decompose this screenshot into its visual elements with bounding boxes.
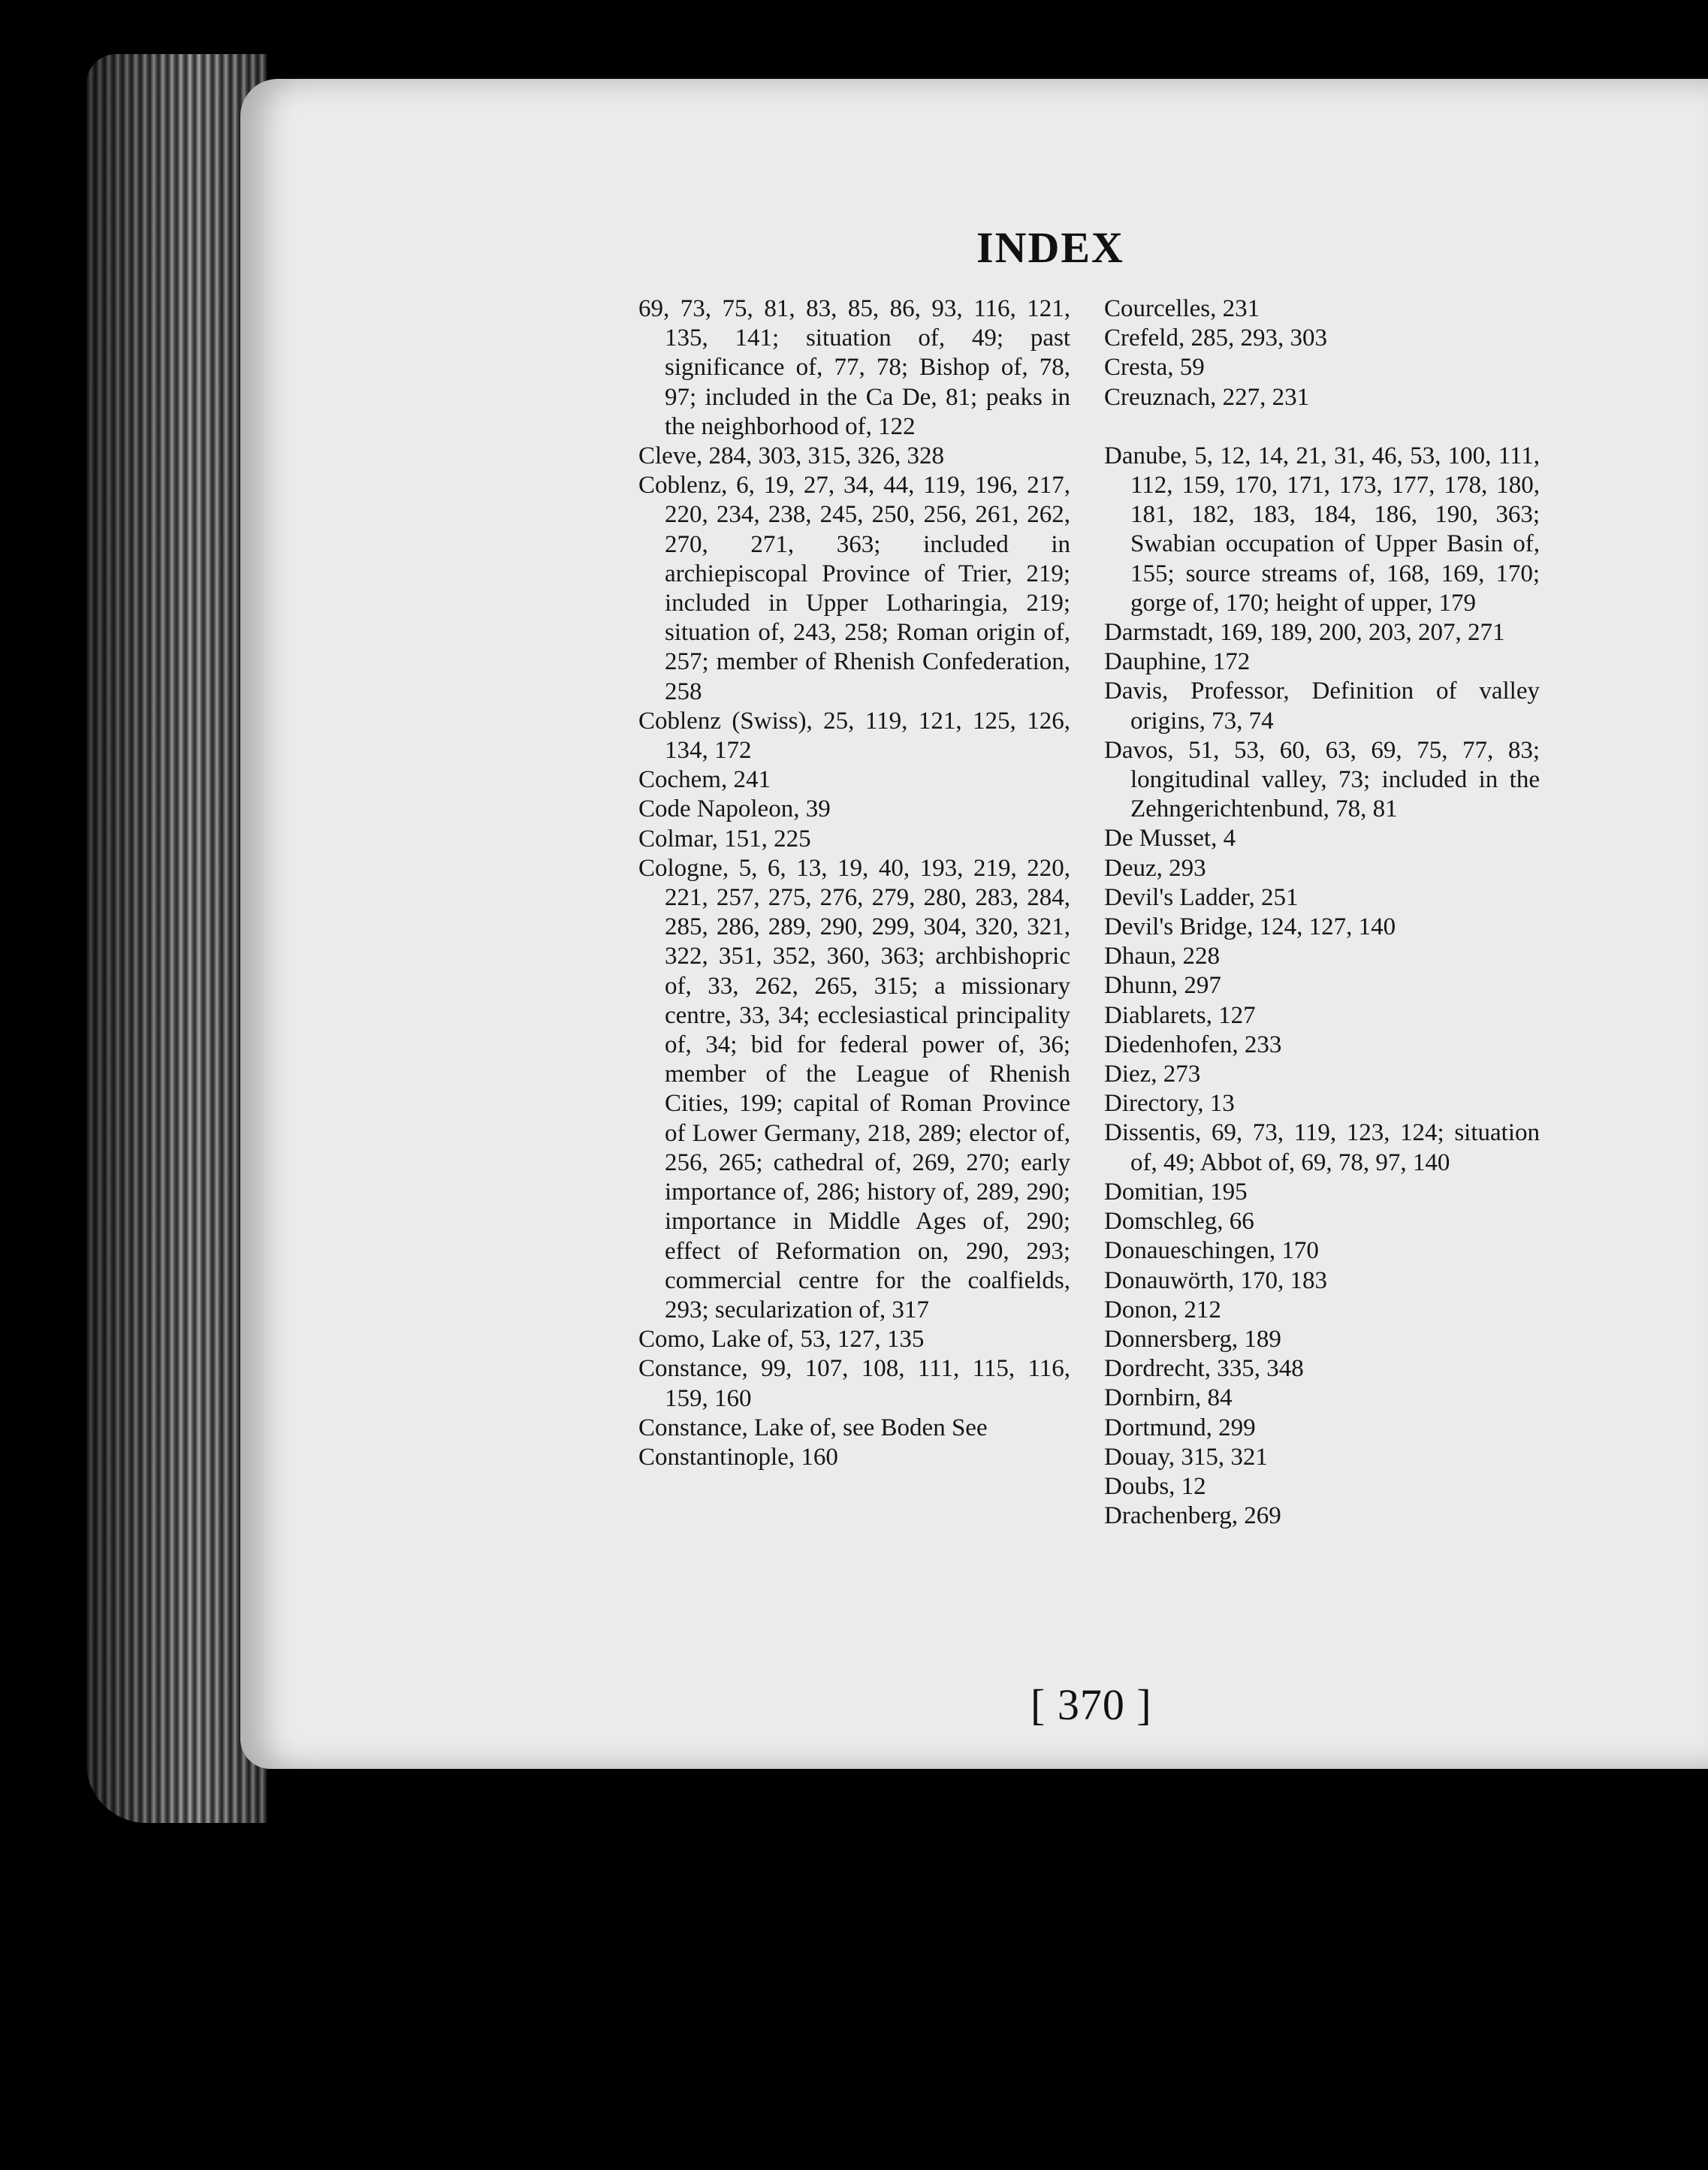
index-column-left: [638, 294, 1070, 1472]
index-entry: Devil's Ladder, 251: [1104, 883, 1299, 911]
index-entry: Cleve, 284, 303, 315, 326, 328: [638, 442, 944, 470]
index-entry: Donnersberg, 189: [1104, 1325, 1281, 1353]
index-entry: Donaueschingen, 170: [1104, 1237, 1319, 1265]
index-entry: Darmstadt, 169, 189, 200, 203, 207, 271: [1104, 619, 1505, 647]
index-entry: Dauphine, 172: [1104, 648, 1251, 676]
index-entry: Constance, Lake of, see Boden See: [638, 1414, 988, 1441]
index-entry: Cologne, 5, 6, 13, 19, 40, 193, 219, 220, 221, 257, 275, 276, 279, 280, 283, 284, 285, 286, 289, 290, 299, 304, 320, 321, 322, 351, 352, 360, 363; archbishopric of, 33, 262, 265, 315; a missionary centre, 33, 34; ecclesiastical principality of, 34; bid for federal power of, 36; member of the League of Rhenish Cities, 199; capital of Roman Province of Lower Germany, 218, 289; elector of, 256, 265; cathedral of, 269, 270; early importance of, 286; history of, 289, 290; importance in Middle Ages of, 290; effect of Reformation on, 290, 293; commercial centre for the coalfields, 293; secularization of, 317: [638, 854, 1070, 1323]
index-entry: Courcelles, 231: [1104, 295, 1260, 322]
index-entry: Constantinople, 160: [638, 1443, 838, 1471]
index-entry: Devil's Bridge, 124, 127, 140: [1104, 913, 1396, 941]
index-entry: Crefeld, 285, 293, 303: [1104, 324, 1327, 352]
index-entry: Drachenberg, 269: [1104, 1502, 1281, 1530]
index-entry: Diedenhofen, 233: [1104, 1031, 1282, 1058]
section-gap: [1104, 412, 1540, 442]
index-entry: Como, Lake of, 53, 127, 135: [638, 1326, 925, 1354]
index-entry: Diez, 273: [1104, 1061, 1201, 1088]
index-entry: Danube, 5, 12, 14, 21, 31, 46, 53, 100, 111, 112, 159, 170, 171, 173, 177, 178, 180, 181, 182, 183, 184, 186, 190, 363; Swabian occupation of Upper Basin of, 155; source streams of, 168, 169, 170; gorge of, 170; height of upper, 179: [1104, 442, 1540, 617]
index-entry: Dhunn, 297: [1104, 972, 1221, 1000]
index-entry: Donauwörth, 170, 183: [1104, 1266, 1327, 1294]
index-entry: Dornbirn, 84: [1104, 1384, 1233, 1412]
index-entry: Constance, 99, 107, 108, 111, 115, 116, 159, 160: [638, 1355, 1070, 1412]
index-entry: Dortmund, 299: [1104, 1414, 1256, 1441]
index-entry: Creuznach, 227, 231: [1104, 383, 1310, 411]
index-entry: Domschleg, 66: [1104, 1208, 1254, 1236]
index-entry: Dordrecht, 335, 348: [1104, 1355, 1304, 1383]
index-entry: 69, 73, 75, 81, 83, 85, 86, 93, 116, 121, 135, 141; situation of, 49; past significance of, 77, 78; Bishop of, 78, 97; included in the Ca De, 81; peaks in the neighborhood of, 122: [638, 295, 1070, 440]
index-entry: De Musset, 4: [1104, 825, 1236, 853]
index-entry: Douay, 315, 321: [1104, 1443, 1268, 1471]
index-entry: Code Napoleon, 39: [638, 795, 831, 823]
index-entry: Dissentis, 69, 73, 119, 123, 124; situation of, 49; Abbot of, 69, 78, 97, 140: [1104, 1119, 1540, 1176]
index-entry: Davis, Professor, Definition of valley origins, 73, 74: [1104, 678, 1540, 735]
index-entry: Donon, 212: [1104, 1296, 1221, 1323]
index-entry: Coblenz (Swiss), 25, 119, 121, 125, 126, 134, 172: [638, 707, 1070, 765]
index-entry: Dhaun, 228: [1104, 943, 1220, 970]
index-entry: Davos, 51, 53, 60, 63, 69, 75, 77, 83; longitudinal valley, 73; included in the Zehngerichtenbund, 78, 81: [1104, 736, 1540, 823]
index-column-right: [1104, 294, 1540, 1531]
page-number: [ 370 ]: [1031, 1680, 1152, 1729]
index-entry: Doubs, 12: [1104, 1472, 1206, 1500]
index-entry: Deuz, 293: [1104, 854, 1206, 882]
index-entry: Directory, 13: [1104, 1090, 1235, 1118]
index-entry: Coblenz, 6, 19, 27, 34, 44, 119, 196, 217, 220, 234, 238, 245, 250, 256, 261, 262, 270, 271, 363; included in archiepiscopal Province of Trier, 219; included in Upper Lotharingia, 219; situation of, 243, 258; Roman origin of, 257; member of Rhenish Confederation, 258: [638, 472, 1070, 705]
index-entry: Diablarets, 127: [1104, 1001, 1256, 1029]
book-edge-shadow: [86, 54, 267, 1823]
index-entry: Colmar, 151, 225: [638, 825, 811, 853]
index-entry: Domitian, 195: [1104, 1178, 1248, 1206]
index-entry: Cresta, 59: [1104, 354, 1205, 382]
index-entry: Cochem, 241: [638, 766, 771, 794]
page-title: INDEX: [976, 223, 1124, 272]
